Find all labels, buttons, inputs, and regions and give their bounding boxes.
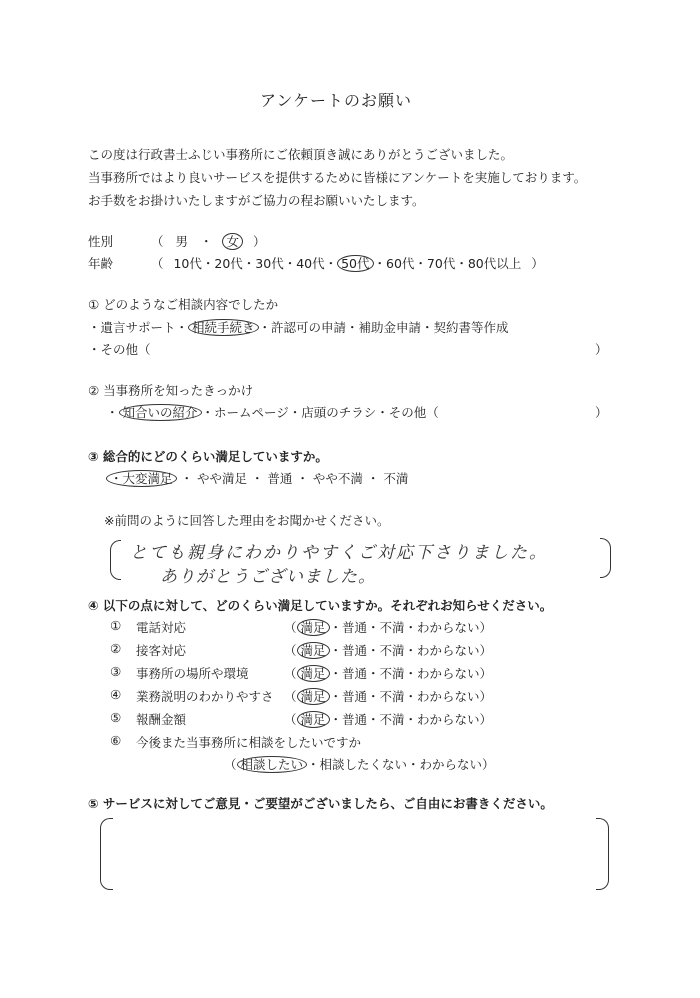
gender-label: 性別 [88,234,114,249]
q4-row-open: （ [284,666,297,681]
age-open: （ [150,256,164,271]
gender-sep: ・ [199,234,213,249]
q4-q6-num: ⑥ [110,733,122,748]
q4-q6-options [224,755,495,773]
q4-row-num: ④ [110,687,122,702]
q3-selected[interactable]: ・大変満足 [106,470,177,487]
q4-q6-label: 今後また当事務所に相談をしたいですか [136,735,362,750]
intro-line-2: 当事務所ではより良いサービスを提供するために皆様にアンケートを実施しております。 [88,170,587,185]
reason-answer-line-1[interactable]: とても親身にわかりやすくご対応下さりました。 [130,543,548,563]
reason-prompt: ※前問のように回答した理由をお聞かせください。 [104,513,390,528]
gender-open: （ [150,234,164,249]
q1-options [88,318,509,336]
q2-pre: ・ [106,405,119,420]
age-50s-selected[interactable]: 50代 [337,255,373,272]
q4-row-num: ⑤ [110,710,122,725]
q4-q6-rest[interactable]: ・相談したくない・わからない） [307,757,495,772]
page-title: アンケートのお願い [260,91,413,110]
q4-row-rest[interactable]: ・普通・不満・わからない） [329,620,493,635]
q4-row-label: 接客対応 [136,643,187,658]
q5-title: ⑤ サービスに対してご意見・ご要望がございましたら、ご自由にお書きください。 [88,796,553,811]
q4-row-rest[interactable]: ・普通・不満・わからない） [329,689,493,704]
q4-row-label: 電話対応 [136,620,187,635]
gender-male[interactable]: 男 [175,234,188,249]
q1-post[interactable]: ・許認可の申請・補助金申請・契約書等作成 [258,320,509,335]
q4-row-label: 業務説明のわかりやすさ [136,689,274,704]
q2-title: ② 当事務所を知ったきっかけ [88,383,254,398]
q4-row-selected[interactable]: 満足 [297,688,330,705]
q2-options [106,403,439,421]
q4-title: ④ 以下の点に対して、どのくらい満足していますか。それぞれお知らせください。 [88,598,553,613]
intro-line-3: お手数をお掛けいたしますがご協力の程お願いいたします。 [88,193,425,208]
q4-row-rest[interactable]: ・普通・不満・わからない） [329,666,493,681]
q4-row-selected[interactable]: 満足 [297,619,330,636]
q4-row-num: ③ [110,664,122,679]
q5-bracket-left [100,818,113,890]
q4-row-options [284,641,492,659]
age-row [88,254,544,272]
q1-title: ① どのようなご相談内容でしたか [88,297,279,312]
reason-bracket-right [600,538,611,578]
q4-row-num: ② [110,641,122,656]
q4-row-open: （ [284,712,297,727]
q4-q6-selected[interactable]: 相談したい [237,756,308,773]
q2-selected[interactable]: 知合いの紹介 [119,404,202,421]
gender-female-selected[interactable]: 女 [222,233,243,250]
q4-row-num: ① [110,618,122,633]
reason-answer-line-2[interactable]: ありがとうございました。 [160,567,376,587]
intro-line-1: この度は行政書士ふじい事務所にご依頼頂き誠にありがとうございました。 [88,147,514,162]
q4-row-label: 報酬金額 [136,712,187,727]
q4-row-selected[interactable]: 満足 [297,711,330,728]
q4-row-options [284,710,492,728]
q3-options [106,469,408,487]
q4-row-rest[interactable]: ・普通・不満・わからない） [329,643,493,658]
q2-close: ） [595,405,608,420]
q4-row-open: （ [284,689,297,704]
q4-row-label: 事務所の場所や環境 [136,666,249,681]
q5-bracket-right [596,818,609,890]
age-options-after[interactable]: ・60代・70代・80代以上 [373,256,522,271]
q3-rest[interactable]: ・ やや満足 ・ 普通 ・ やや不満 ・ 不満 [180,471,409,486]
q1-other[interactable]: ・その他（ [88,342,151,357]
q4-q6-open: （ [224,757,237,772]
gender-row [88,232,266,250]
q1-other-close: ） [595,342,608,357]
q2-post[interactable]: ・ホームページ・店頭のチラシ・その他（ [201,405,439,420]
q5-answer-area[interactable] [116,820,592,886]
reason-bracket-left [110,540,121,580]
q4-row-options [284,618,492,636]
q4-row-rest[interactable]: ・普通・不満・わからない） [329,712,493,727]
q4-row-selected[interactable]: 満足 [297,642,330,659]
q4-row-selected[interactable]: 満足 [297,665,330,682]
q4-row-options [284,687,492,705]
q4-row-open: （ [284,643,297,658]
q1-pre[interactable]: ・遺言サポート・ [88,320,189,335]
age-label: 年齢 [88,256,114,271]
age-close: ） [531,256,544,271]
q3-title: ③ 総合的にどのくらい満足していますか。 [88,449,328,464]
q1-selected[interactable]: 相続手続き [188,319,259,336]
gender-close: ） [252,234,266,249]
q4-row-open: （ [284,620,297,635]
q4-row-options [284,664,492,682]
age-options-before[interactable]: 10代・20代・30代・40代・ [173,256,338,271]
